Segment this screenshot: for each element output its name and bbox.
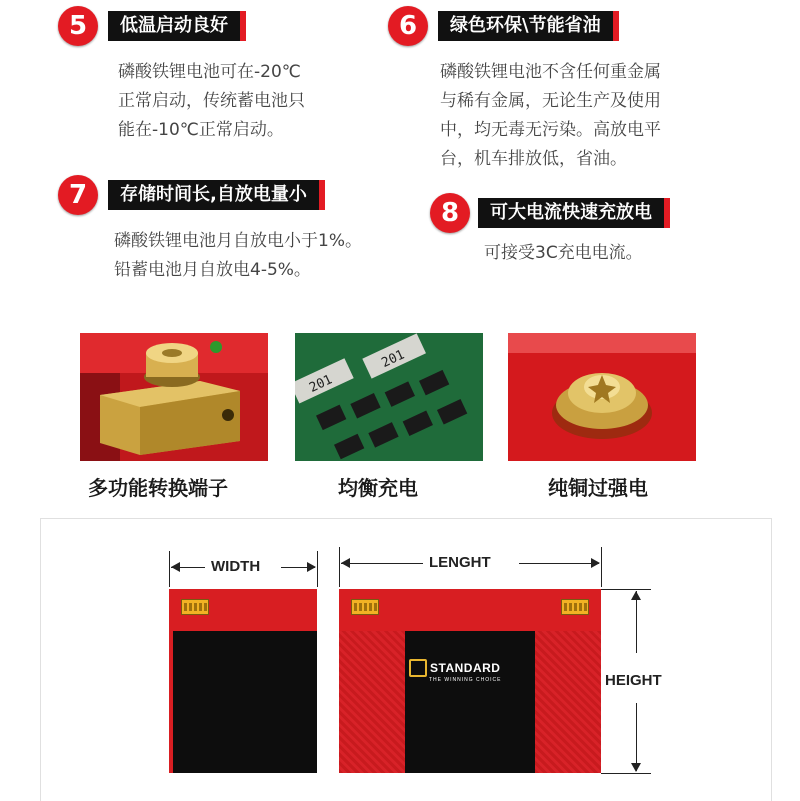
length-ext-right — [601, 547, 602, 587]
feature-5-description: 磷酸铁锂电池可在-20℃ 正常启动，传统蓄电池只 能在-10℃正常启动。 — [118, 62, 305, 140]
battery-dimension-diagram — [40, 518, 772, 801]
brand-logo-mark-icon — [409, 659, 427, 677]
terminal-icon-right — [561, 599, 589, 615]
height-arrow-down — [631, 763, 641, 772]
feature-7-description: 磷酸铁锂电池月自放电小于1%。 铅蓄电池月自放电4-5%。 — [114, 231, 362, 280]
feature-6-title: 绿色环保\节能省油 — [438, 11, 619, 41]
copper-bolt-image — [508, 333, 696, 461]
width-arrow-right — [307, 562, 316, 572]
photo-balance-charging — [295, 333, 483, 461]
feature-8-title: 可大电流快速充放电 — [478, 198, 670, 228]
battery-front-view — [339, 589, 601, 773]
width-arrow-left — [171, 562, 180, 572]
feature-8-description: 可接受3C充电电流。 — [484, 243, 643, 263]
photo-caption-terminal: 多功能转换端子 — [88, 476, 228, 500]
photo-caption-balance: 均衡充电 — [338, 476, 418, 500]
circuit-board-image — [295, 333, 483, 461]
width-ext-right — [317, 551, 318, 587]
terminal-converter-image — [80, 333, 268, 461]
feature-6-number-badge: 6 — [388, 6, 428, 46]
feature-5-number-badge: 5 — [58, 6, 98, 46]
height-line-bottom — [636, 703, 637, 771]
length-line-left — [341, 563, 423, 564]
height-ext-top — [601, 589, 651, 590]
feature-7 — [58, 175, 388, 285]
feature-6 — [388, 6, 788, 169]
height-ext-bottom — [601, 773, 651, 774]
height-label: HEIGHT — [605, 672, 662, 689]
width-label: WIDTH — [211, 558, 261, 575]
battery-side-edge-stripe — [169, 631, 173, 773]
feature-5-title: 低温启动良好 — [108, 11, 246, 41]
feature-7-number-badge: 7 — [58, 175, 98, 215]
length-ext-left — [339, 547, 340, 587]
brand-logo — [409, 659, 501, 683]
length-arrow-left — [341, 558, 350, 568]
brand-tagline: THE WINNING CHOICE — [429, 677, 502, 683]
length-arrow-right — [591, 558, 600, 568]
terminal-icon — [181, 599, 209, 615]
photo-copper-terminal — [508, 333, 696, 461]
photo-caption-copper: 纯铜过强电 — [548, 476, 648, 500]
feature-8-number-badge: 8 — [430, 193, 470, 233]
feature-8 — [430, 193, 770, 273]
battery-front-panel-left — [339, 631, 405, 773]
terminal-icon-left — [351, 599, 379, 615]
feature-6-description: 磷酸铁锂电池不含任何重金属 与稀有金属，无论生产及使用 中，均无毒无污染。高放电平 台，机车排放低，省油。 — [440, 62, 661, 169]
height-line-top — [636, 591, 637, 653]
photo-terminal-converter — [80, 333, 268, 461]
length-line-right — [519, 563, 599, 564]
length-label: LENGHT — [429, 554, 491, 571]
battery-front-panel-right — [535, 631, 601, 773]
brand-name: STANDARD — [430, 661, 501, 675]
resistor-marking-1: 201 — [307, 372, 335, 396]
battery-side-body — [169, 631, 317, 773]
battery-side-view — [169, 589, 317, 773]
height-arrow-up — [631, 591, 641, 600]
resistor-marking-2: 201 — [379, 347, 407, 371]
feature-7-title: 存储时间长,自放电量小 — [108, 180, 325, 210]
feature-5 — [58, 6, 378, 140]
width-ext-left — [169, 551, 170, 587]
